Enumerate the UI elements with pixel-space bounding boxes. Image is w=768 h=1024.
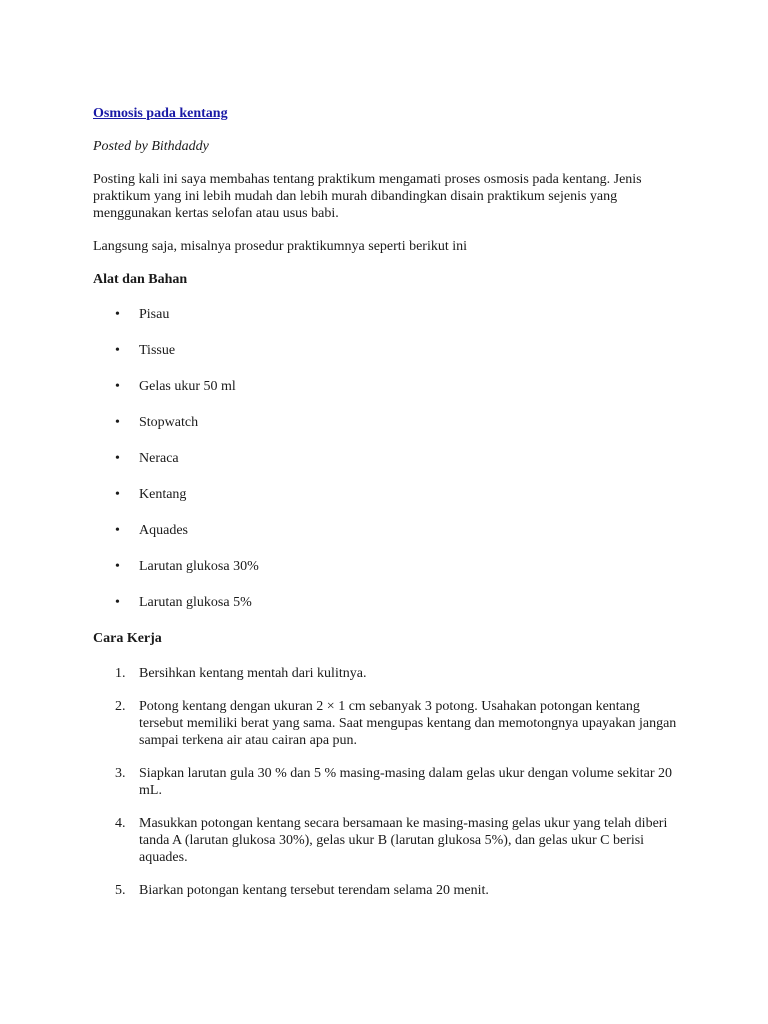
step-text: Siapkan larutan gula 30 % dan 5 % masing-masing dalam gelas ukur dengan volume sekitar 20 mL. (139, 766, 673, 798)
list-item (93, 450, 693, 467)
list-item (93, 342, 693, 359)
bullet-icon: • (115, 379, 120, 394)
procedure-list (93, 665, 693, 899)
bullet-icon: • (115, 487, 120, 502)
step-number: 2. (115, 699, 126, 714)
bullet-icon: • (115, 415, 120, 430)
list-item-label: Pisau (139, 307, 170, 322)
materials-heading: Alat dan Bahan (93, 272, 188, 287)
procedure-step (93, 698, 679, 749)
post-title-link[interactable]: Osmosis pada kentang (93, 106, 228, 121)
procedure-heading: Cara Kerja (93, 631, 162, 646)
bullet-icon: • (115, 559, 120, 574)
step-text: Biarkan potongan kentang tersebut terendam selama 20 menit. (139, 883, 489, 898)
procedure-step (93, 765, 679, 799)
bullet-icon: • (115, 451, 120, 466)
bullet-icon: • (115, 595, 120, 610)
procedure-step (93, 815, 679, 866)
list-item-label: Larutan glukosa 5% (139, 595, 252, 610)
intro-paragraph: Posting kali ini saya membahas tentang praktikum mengamati proses osmosis pada kentang. Jenis praktikum yang ini lebih mudah dan lebih murah dibandingkan disain praktikum sejenis yang menggunakan kertas selofan atau usus babi. (93, 172, 642, 221)
list-item-label: Neraca (139, 451, 179, 466)
step-number: 3. (115, 766, 126, 781)
procedure-step (93, 665, 679, 682)
materials-list (93, 306, 693, 611)
list-item (93, 414, 693, 431)
step-number: 1. (115, 666, 126, 681)
bullet-icon: • (115, 307, 120, 322)
step-text: Masukkan potongan kentang secara bersamaan ke masing-masing gelas ukur yang telah diberi tanda A (larutan glukosa 30%), gelas ukur B (larutan glukosa 5%), dan gelas ukur C berisi aquades. (139, 816, 668, 865)
author-line: Posted by Bithdaddy (93, 139, 209, 154)
step-number: 5. (115, 883, 126, 898)
list-item (93, 378, 693, 395)
list-item (93, 558, 693, 575)
list-item (93, 486, 693, 503)
step-number: 4. (115, 816, 126, 831)
step-text: Bersihkan kentang mentah dari kulitnya. (139, 666, 367, 681)
document-page (93, 105, 693, 915)
list-item-label: Tissue (139, 343, 176, 358)
list-item (93, 522, 693, 539)
list-item (93, 306, 693, 323)
list-item (93, 594, 693, 611)
list-item-label: Stopwatch (139, 415, 199, 430)
list-item-label: Kentang (139, 487, 187, 502)
list-item-label: Aquades (139, 523, 188, 538)
lead-paragraph: Langsung saja, misalnya prosedur praktikumnya seperti berikut ini (93, 239, 468, 254)
bullet-icon: • (115, 343, 120, 358)
step-text: Potong kentang dengan ukuran 2 × 1 cm sebanyak 3 potong. Usahakan potongan kentang tersebut memiliki berat yang sama. Saat mengupas kentang dan memotongnya upayakan jangan sampai terkena air atau cairan apa pun. (139, 699, 677, 748)
procedure-step (93, 882, 679, 899)
bullet-icon: • (115, 523, 120, 538)
list-item-label: Larutan glukosa 30% (139, 559, 259, 574)
list-item-label: Gelas ukur 50 ml (139, 379, 236, 394)
